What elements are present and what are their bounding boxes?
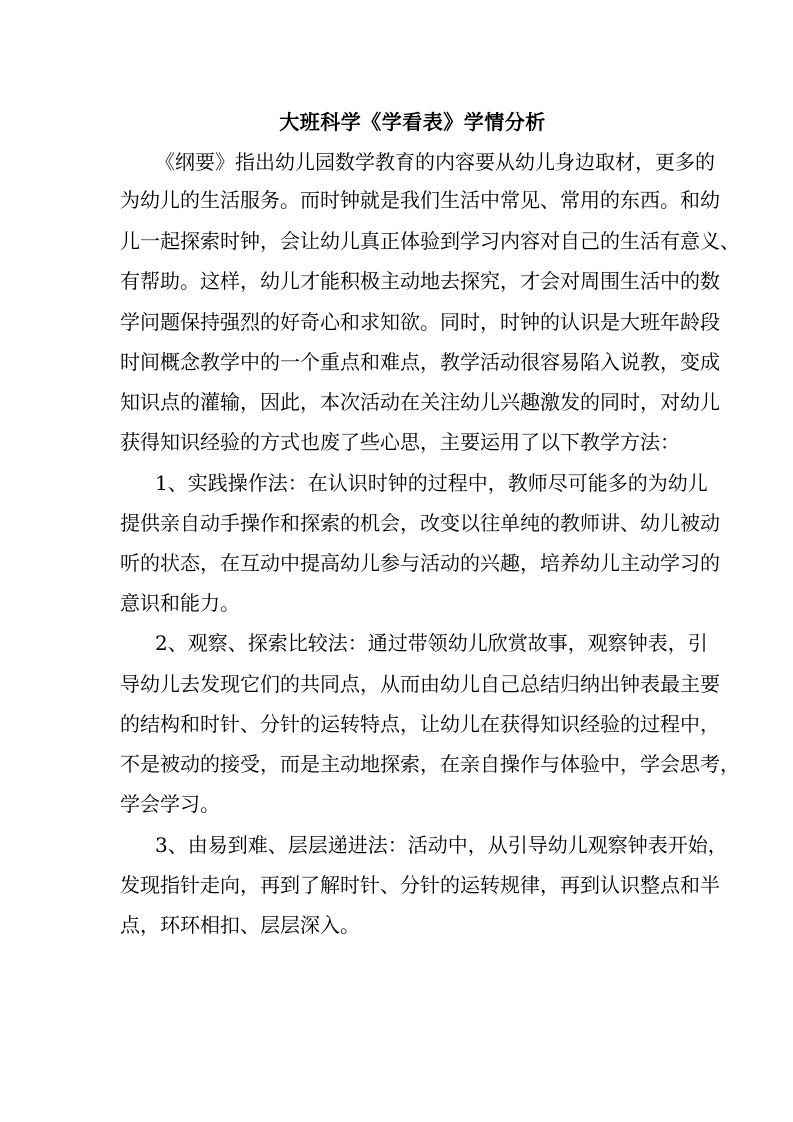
paragraph-line: 为幼儿的生活服务。而时钟就是我们生活中常见、常用的东西。和幼 <box>120 188 720 212</box>
paragraph-line: 提供亲自动手操作和探索的机会，改变以往单纯的教师讲、幼儿被动 <box>120 511 720 535</box>
paragraph-line: 知识点的灌输，因此，本次活动在关注幼儿兴趣激发的同时，对幼儿 <box>120 390 720 414</box>
paragraph-line: 发现指针走向，再到了解时针、分针的运转规律，再到认识整点和半 <box>120 873 720 897</box>
paragraph-line: 学问题保持强烈的好奇心和求知欲。同时，时钟的认识是大班年龄段 <box>120 310 720 334</box>
paragraph-line: 听的状态，在互动中提高幼儿参与活动的兴趣，培养幼儿主动学习的 <box>120 551 720 575</box>
paragraph-line: 获得知识经验的方式也废了些心思，主要运用了以下教学方法： <box>120 430 680 454</box>
paragraph-line: 儿一起探索时钟，会让幼儿真正体验到学习内容对自己的生活有意义、 <box>120 229 740 253</box>
paragraph-line: 1、实践操作法：在认识时钟的过程中，教师尽可能多的为幼儿 <box>155 471 708 495</box>
paragraph-line: 学会学习。 <box>120 792 220 816</box>
paragraph-line: 点，环环相扣、层层深入。 <box>120 913 360 937</box>
paragraph-line: 《纲要》指出幼儿园数学教育的内容要从幼儿身边取材，更多的 <box>155 150 715 174</box>
paragraph-line: 2、观察、探索比较法：通过带领幼儿欣赏故事，观察钟表，引 <box>155 631 708 655</box>
paragraph-line: 导幼儿去发现它们的共同点，从而由幼儿自己总结归纳出钟表最主要 <box>120 672 720 696</box>
paragraph-line: 有帮助。这样，幼儿才能积极主动地去探究，才会对周围生活中的数 <box>120 269 720 293</box>
document-title: 大班科学《学看表》学情分析 <box>279 110 546 134</box>
paragraph-line: 的结构和时针、分针的运转特点，让幼儿在获得知识经验的过程中， <box>120 712 720 736</box>
paragraph-line: 3、由易到难、层层递进法：活动中，从引导幼儿观察钟表开始， <box>155 833 728 857</box>
paragraph-line: 时间概念教学中的一个重点和难点，教学活动很容易陷入说教，变成 <box>120 350 720 374</box>
paragraph-line: 不是被动的接受，而是主动地探索，在亲自操作与体验中，学会思考， <box>120 752 740 776</box>
paragraph-line: 意识和能力。 <box>120 591 240 615</box>
